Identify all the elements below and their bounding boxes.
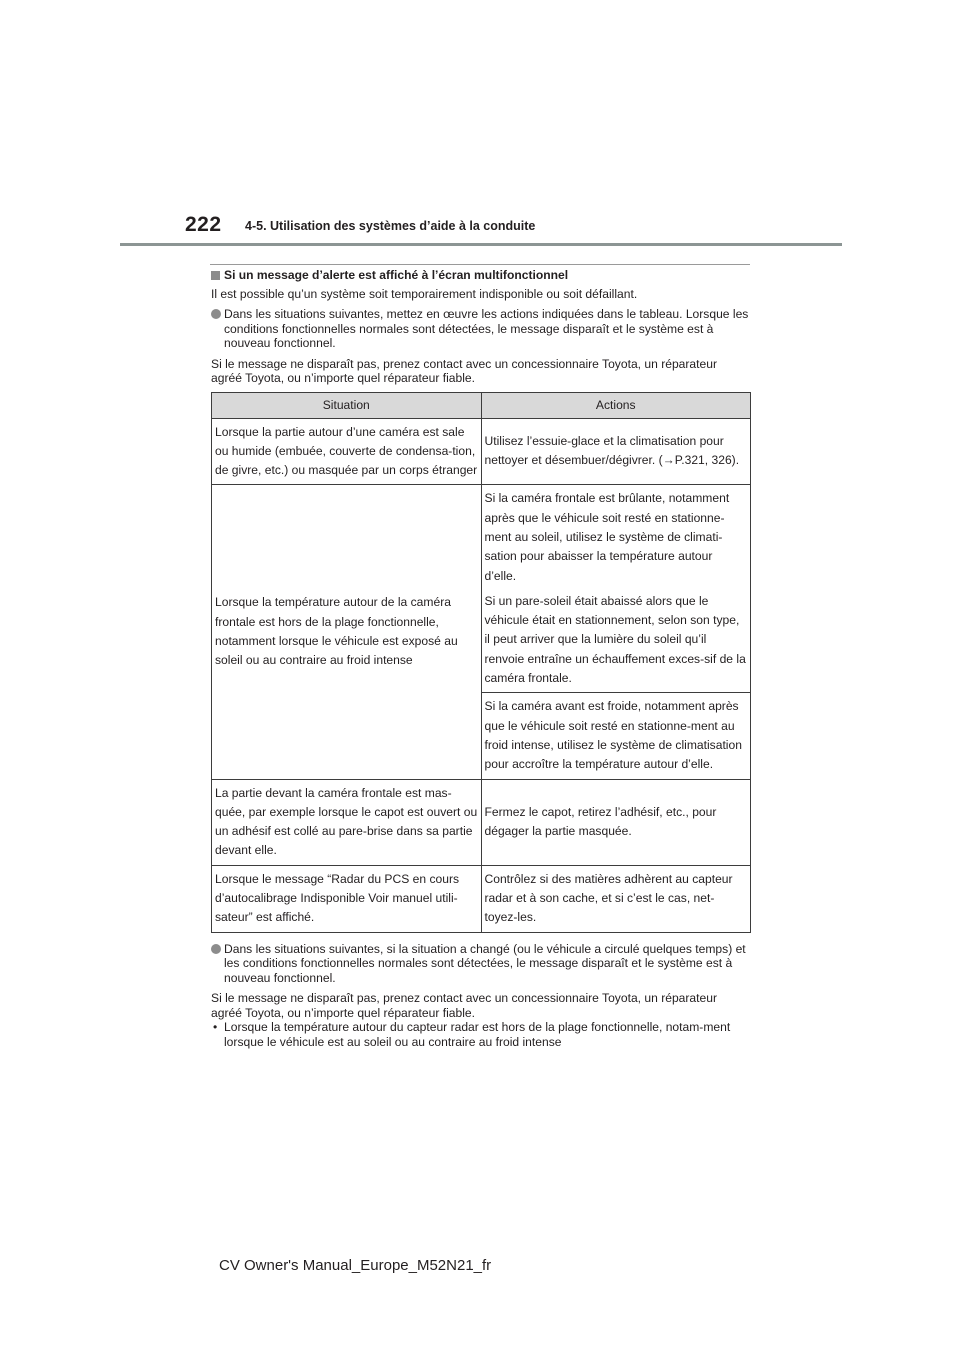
square-bullet-icon bbox=[211, 271, 220, 280]
action-block-hot bbox=[482, 485, 751, 692]
bullet-paragraph-2 bbox=[211, 942, 751, 986]
subheading-text: Si un message d’alerte est affiché à l’écran multifonctionnel bbox=[224, 268, 569, 282]
header-divider bbox=[120, 243, 842, 246]
circle-bullet-icon bbox=[211, 309, 221, 319]
bullet-paragraph-1 bbox=[211, 307, 751, 351]
table-header-row bbox=[212, 392, 751, 418]
action-cell: Utilisez l’essuie-glace et la climatisation pour nettoyer et désembuer/dégivrer. (→P.321, 326). bbox=[481, 418, 751, 485]
header-actions: Actions bbox=[481, 392, 751, 418]
content-divider bbox=[210, 264, 750, 265]
situation-cell: Lorsque le message “Radar du PCS en cours d’autocalibrage Indisponible Voir manuel utili-sateur” est affiché. bbox=[212, 865, 482, 932]
situation-cell: La partie devant la caméra frontale est mas-quée, par exemple lorsque le capot est ouvert ou un adhésif est collé au pare-brise dans sa partie devant elle. bbox=[212, 779, 482, 865]
situation-cell: Lorsque la partie autour d’une caméra est sale ou humide (embuée, couverte de condensa-tion, de givre, etc.) ou masquée par un corps étranger bbox=[212, 418, 482, 485]
situation-cell: Lorsque la température autour de la caméra frontale est hors de la plage fonctionnelle, notamment lorsque le véhicule est exposé au soleil ou au contraire au froid intense bbox=[212, 485, 482, 779]
action-paragraph: Si un pare-soleil était abaissé alors que le véhicule était en stationnement, selon son type, il peut arriver que la lumière du soleil qu’il renvoie entraîne un échauffement exces-sif de la caméra frontale. bbox=[484, 593, 746, 686]
contact-text-1: Si le message ne disparaît pas, prenez contact avec un concessionnaire Toyota, un réparateur agréé Toyota, ou n’importe quel réparateur fiable. bbox=[211, 356, 717, 385]
table-row bbox=[212, 485, 751, 779]
table-row bbox=[212, 418, 751, 485]
bullet-text-2: Dans les situations suivantes, si la situation a changé (ou le véhicule a circulé quelques temps) et les conditions fonctionnelles normales sont détectées, le message disparaît et le système est à nouveau fonctionnel. bbox=[224, 941, 746, 985]
alert-table bbox=[211, 392, 751, 933]
page-number: 222 bbox=[185, 213, 222, 236]
circle-bullet-icon bbox=[211, 944, 221, 954]
action-block-cold bbox=[482, 692, 751, 778]
action-cell: Contrôlez si des matières adhèrent au capteur radar et à son cache, et si c’est le cas, net-toyez-les. bbox=[481, 865, 751, 932]
bullet-text-1: Dans les situations suivantes, mettez en œuvre les actions indiquées dans le tableau. Lorsque les conditions fonctionnelles normales sont détectées, le message disparaît et le système est à nouveau fonctionnel. bbox=[224, 307, 749, 350]
contact-text-2: Si le message ne disparaît pas, prenez contact avec un concessionnaire Toyota, un réparateur agréé Toyota, ou n’importe quel réparateur fiable. bbox=[211, 991, 717, 1020]
intro-text: Il est possible qu’un système soit temporairement indisponible ou soit défaillant. bbox=[211, 286, 638, 301]
subheading bbox=[211, 268, 751, 283]
dot-list-item bbox=[211, 1020, 751, 1049]
table-row bbox=[212, 865, 751, 932]
table-row bbox=[212, 779, 751, 865]
content-area bbox=[211, 268, 751, 1049]
action-cell bbox=[481, 485, 751, 779]
section-title: 4-5. Utilisation des systèmes d’aide à la conduite bbox=[245, 219, 536, 233]
action-paragraph: Si la caméra avant est froide, notamment après que le véhicule soit resté en stationne-ment au froid intense, utilisez le système de climatisation pour accroître la température autour d’elle. bbox=[484, 699, 742, 772]
action-cell: Fermez le capot, retirez l’adhésif, etc., pour dégager la partie masquée. bbox=[481, 779, 751, 865]
dot-item-text: Lorsque la température autour du capteur radar est hors de la plage fonctionnelle, notam-ment lorsque le véhicule est au soleil ou au contraire au froid intense bbox=[224, 1020, 731, 1049]
dot-bullet-icon: • bbox=[213, 1020, 218, 1035]
action-paragraph: Si la caméra frontale est brûlante, notamment après que le véhicule soit resté en stationne-ment au soleil, utilisez le système de climati-sation pour abaisser la température autour d’elle. bbox=[484, 491, 730, 583]
header-situation: Situation bbox=[212, 392, 482, 418]
footer-manual-name: CV Owner's Manual_Europe_M52N21_fr bbox=[219, 1257, 492, 1274]
